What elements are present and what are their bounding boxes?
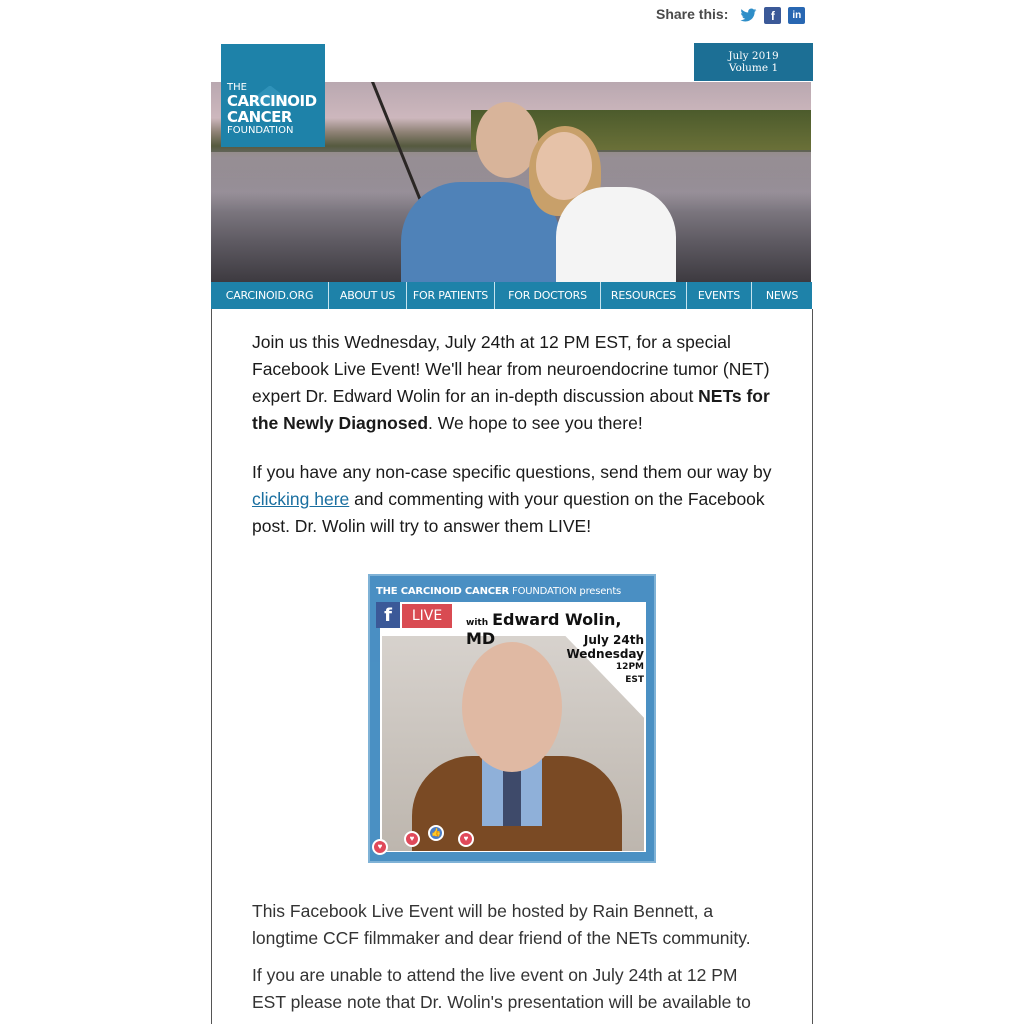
facebook-live-promo-image[interactable] — [368, 574, 656, 863]
share-icons — [740, 7, 812, 24]
promo-date: July 24th Wednesday 12PM EST — [566, 633, 644, 685]
twitter-icon[interactable] — [740, 7, 757, 24]
newsletter-body — [211, 309, 813, 1024]
heart-icon: ♥ — [404, 831, 420, 847]
main-nav — [211, 282, 812, 309]
volume-number: Volume 1 — [728, 62, 779, 74]
host-paragraph: This Facebook Live Event will be hosted by Rain Bennett, a longtime CCF filmmaker and dear friend of the NETs community. — [252, 901, 751, 948]
nav-item-for-doctors[interactable]: FOR DOCTORS — [495, 282, 601, 309]
recording-paragraph: If you are unable to attend the live event on July 24th at 12 PM EST please note that Dr. Wolin's presentation will be available to — [252, 965, 751, 1012]
heart-icon: ♥ — [372, 839, 388, 855]
clicking-here-link[interactable]: clicking here — [252, 489, 350, 509]
volume-box — [694, 43, 813, 81]
questions-paragraph: If you have any non-case specific questions, send them our way by clicking here and commenting with your question on the Facebook post. Dr. Wolin will try to answer them LIVE! — [252, 462, 772, 536]
intro-paragraph: Join us this Wednesday, July 24th at 12 PM EST, for a special Facebook Live Event! We'll hear from neuroendocrine tumor (NET) expert Dr. Edward Wolin for an in-depth discussion about NETs for the Newly Diagnosed. We hope to see you there! — [252, 332, 770, 433]
heart-icon: ♥ — [458, 831, 474, 847]
facebook-icon: f — [376, 602, 400, 628]
nav-item-about-us[interactable]: ABOUT US — [329, 282, 407, 309]
nav-item-events[interactable]: EVENTS — [687, 282, 752, 309]
nav-item-news[interactable]: NEWS — [765, 289, 799, 302]
live-badge: LIVE — [402, 604, 452, 628]
promo-speaker: with Edward Wolin, MD — [466, 610, 622, 648]
foundation-logo[interactable]: THE CARCINOID CANCER FOUNDATION — [221, 44, 325, 147]
nav-item-carcinoid-org[interactable]: CARCINOID.ORG — [211, 282, 329, 309]
nav-item-resources[interactable]: RESOURCES — [601, 282, 687, 309]
topic-title: NETs for the Newly Diagnosed — [252, 386, 770, 433]
nav-item-for-patients[interactable]: FOR PATIENTS — [407, 282, 495, 309]
share-label: Share this: — [656, 5, 729, 22]
reactions — [372, 828, 492, 859]
promo-presenter-line: THE CARCINOID CANCER FOUNDATION presents — [376, 586, 622, 597]
linkedin-icon[interactable]: in — [788, 7, 805, 24]
like-icon: 👍 — [428, 825, 444, 841]
share-bar — [656, 3, 812, 24]
facebook-icon[interactable]: f — [764, 7, 781, 24]
volume-date: July 2019 — [728, 50, 779, 62]
